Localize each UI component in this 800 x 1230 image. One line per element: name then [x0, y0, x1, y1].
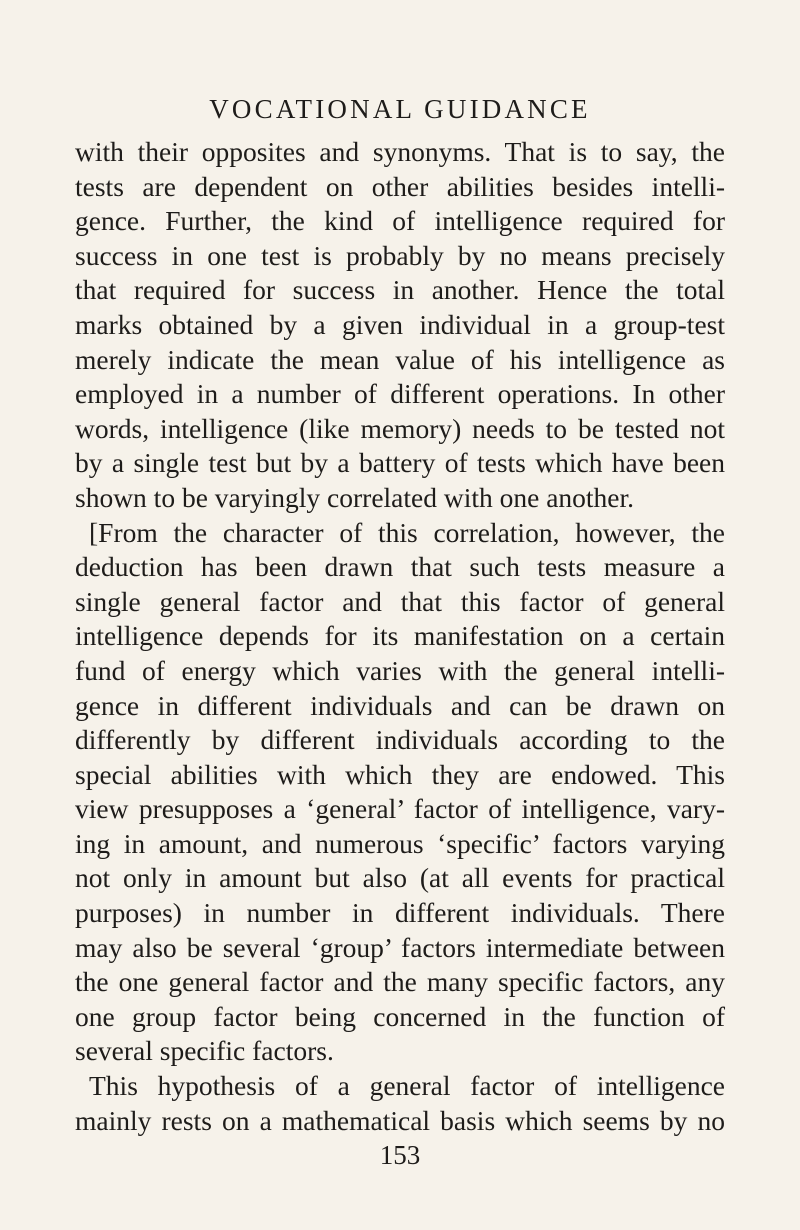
- text-line: deduction has been drawn that such tests measure a: [75, 551, 725, 583]
- text-line: with their opposites and synonyms. That is to say, the: [75, 136, 725, 167]
- body-text: [75, 135, 725, 1138]
- text-line: fund of energy which varies with the general intelli-: [75, 654, 725, 686]
- text-line: may also be several ‘group’ factors intermediate between: [75, 931, 725, 963]
- text-line: mainly rests on a mathematical basis which seems by no: [75, 1104, 725, 1136]
- text-line: not only in amount but also (at all events for practical: [75, 862, 725, 894]
- text-line: one group factor being concerned in the function of: [75, 1000, 725, 1032]
- running-head: VOCATIONAL GUIDANCE: [209, 94, 591, 124]
- text-line: gence in different individuals and can be drawn on: [75, 689, 725, 721]
- text-line: tests are dependent on other abilities besides intelli-: [75, 170, 725, 202]
- text-line: differently by different individuals according to the: [75, 724, 725, 756]
- text-line: gence. Further, the kind of intelligence required for: [75, 205, 725, 237]
- text-line: single general factor and that this factor of general: [75, 585, 725, 617]
- paragraph-last-line: shown to be varyingly correlated with one another.: [75, 481, 635, 513]
- text-line: ing in amount, and numerous ‘specific’ factors varying: [75, 827, 725, 859]
- paragraph-first-line: [From the character of this correlation, however, the: [89, 516, 725, 548]
- text-line: special abilities with which they are endowed. This: [75, 758, 725, 790]
- text-line: merely indicate the mean value of his intelligence as: [75, 343, 725, 375]
- text-line: the one general factor and the many specific factors, any: [75, 966, 725, 998]
- text-line: view presupposes a ‘general’ factor of intelligence, vary-: [75, 793, 725, 825]
- text-line: intelligence depends for its manifestation on a certain: [75, 620, 725, 652]
- text-line: by a single test but by a battery of tests which have been: [75, 447, 725, 479]
- text-line: employed in a number of different operations. In other: [75, 378, 725, 410]
- text-line: words, intelligence (like memory) needs to be tested not: [75, 412, 725, 444]
- page-number: 153: [379, 1140, 421, 1170]
- paragraph-last-line: several specific factors.: [75, 1035, 334, 1067]
- text-line: marks obtained by a given individual in a group-test: [75, 308, 725, 340]
- text-line: that required for success in another. Hence the total: [75, 274, 725, 306]
- text-line: success in one test is probably by no means precisely: [75, 239, 725, 271]
- text-line: purposes) in number in different individuals. There: [75, 897, 725, 929]
- paragraph-first-line: This hypothesis of a general factor of intelligence: [89, 1070, 725, 1102]
